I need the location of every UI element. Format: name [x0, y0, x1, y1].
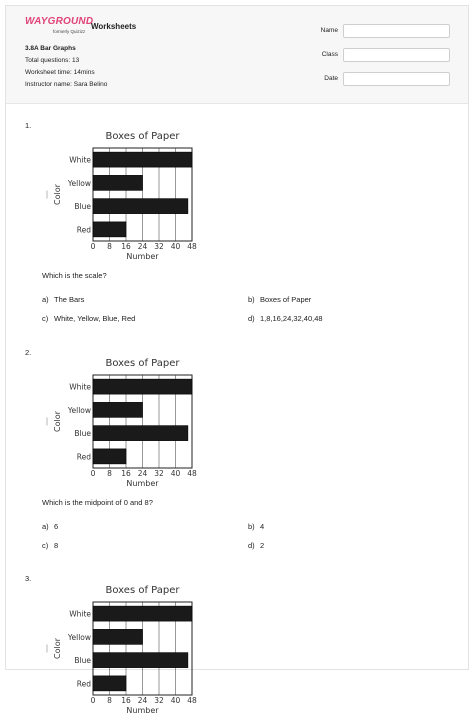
x-tick-label: 0 [90, 469, 96, 478]
worksheets-title: Worksheets [91, 22, 137, 31]
question-number: 1. [25, 121, 32, 130]
bar [93, 629, 143, 644]
bar [93, 379, 192, 394]
bar [93, 676, 126, 691]
option-letter: a) [42, 522, 49, 531]
total-questions: Total questions: 13 [25, 57, 80, 64]
x-tick-label: 48 [187, 242, 197, 251]
bar [93, 152, 192, 167]
wayground-logo [25, 16, 94, 42]
x-axis-label: Number [126, 252, 159, 261]
option-text: 2 [260, 541, 265, 550]
instructor-name: Instructor name: Sara Belino [25, 81, 108, 88]
date-field[interactable] [343, 72, 450, 86]
x-tick-label: 48 [187, 469, 197, 478]
question-text: Which is the scale? [42, 271, 107, 280]
name-label: Name [320, 27, 338, 34]
category-label: Yellow [67, 178, 91, 188]
question-number: 3. [25, 574, 32, 583]
chart-title: Boxes of Paper [105, 585, 180, 596]
category-label: Yellow [67, 405, 91, 415]
option-text: 6 [54, 522, 59, 531]
category-label: White [69, 155, 91, 165]
option-a[interactable] [42, 295, 84, 304]
x-tick-label: 32 [154, 696, 164, 705]
worksheet-time: Worksheet time: 14mins [25, 69, 95, 76]
option-text: The Bars [54, 295, 85, 304]
option-text: 8 [54, 541, 59, 550]
x-tick-label: 40 [170, 469, 181, 478]
option-b[interactable] [248, 522, 264, 531]
x-tick-label: 0 [90, 696, 96, 705]
worksheet-name: 3.8A Bar Graphs [25, 45, 76, 52]
name-field[interactable] [343, 24, 450, 38]
x-tick-label: 40 [170, 696, 181, 705]
option-text: 4 [260, 522, 265, 531]
x-tick-label: 0 [90, 242, 96, 251]
category-label: Blue [74, 429, 91, 439]
logo-subtext: formerly Quizizz [53, 29, 86, 34]
option-text: White, Yellow, Blue, Red [54, 314, 136, 323]
option-a[interactable] [42, 522, 58, 531]
logo-text: WAYGROUND [25, 16, 94, 27]
x-tick-label: 16 [121, 696, 131, 705]
y-axis-label: Color [53, 638, 62, 659]
class-label: Class [321, 51, 338, 58]
option-letter: b) [248, 295, 255, 304]
option-letter: d) [248, 314, 255, 323]
option-letter: c) [42, 541, 49, 550]
category-label: White [69, 609, 91, 619]
chart-title: Boxes of Paper [105, 131, 180, 142]
chart-title: Boxes of Paper [105, 358, 180, 369]
y-axis-label: Color [53, 184, 62, 205]
option-letter: d) [248, 541, 255, 550]
option-text: 1,8,16,24,32,40,48 [260, 314, 323, 323]
x-tick-label: 40 [170, 242, 181, 251]
option-letter: c) [42, 314, 49, 323]
x-tick-label: 32 [154, 469, 164, 478]
x-tick-label: 8 [107, 242, 112, 251]
bar [93, 175, 143, 190]
category-label: Red [76, 225, 91, 235]
bar [93, 402, 143, 417]
bar [93, 426, 188, 441]
x-tick-label: 16 [121, 242, 131, 251]
class-field[interactable] [343, 48, 450, 62]
category-label: Blue [74, 202, 91, 212]
x-tick-label: 24 [137, 469, 148, 478]
question-text: Which is the midpoint of 0 and 8? [42, 498, 153, 507]
bar [93, 222, 126, 237]
date-label: Date [324, 75, 338, 82]
x-tick-label: 48 [187, 696, 197, 705]
bar [93, 606, 192, 621]
category-label: Yellow [67, 632, 91, 642]
x-tick-label: 8 [107, 469, 112, 478]
bar-chart [46, 122, 196, 262]
question-number: 2. [25, 348, 32, 357]
option-letter: b) [248, 522, 255, 531]
worksheet-page [5, 5, 469, 715]
category-label: Blue [74, 656, 91, 666]
option-letter: a) [42, 295, 49, 304]
option-d[interactable] [248, 541, 264, 550]
option-c[interactable] [42, 541, 58, 550]
x-tick-label: 24 [137, 242, 148, 251]
bar-chart [46, 576, 196, 716]
x-axis-label: Number [126, 479, 159, 488]
option-text: Boxes of Paper [260, 295, 312, 304]
category-label: Red [76, 452, 91, 462]
x-tick-label: 16 [121, 469, 131, 478]
category-label: White [69, 382, 91, 392]
option-d[interactable] [248, 314, 323, 323]
x-tick-label: 24 [137, 696, 148, 705]
x-tick-label: 8 [107, 696, 112, 705]
worksheet-header [6, 6, 468, 104]
bar [93, 653, 188, 668]
bar [93, 199, 188, 214]
bar [93, 449, 126, 464]
option-b[interactable] [248, 295, 311, 304]
x-axis-label: Number [126, 706, 159, 715]
y-axis-label: Color [53, 411, 62, 432]
option-c[interactable] [42, 314, 135, 323]
category-label: Red [76, 679, 91, 689]
x-tick-label: 32 [154, 242, 164, 251]
bar-chart [46, 349, 196, 489]
